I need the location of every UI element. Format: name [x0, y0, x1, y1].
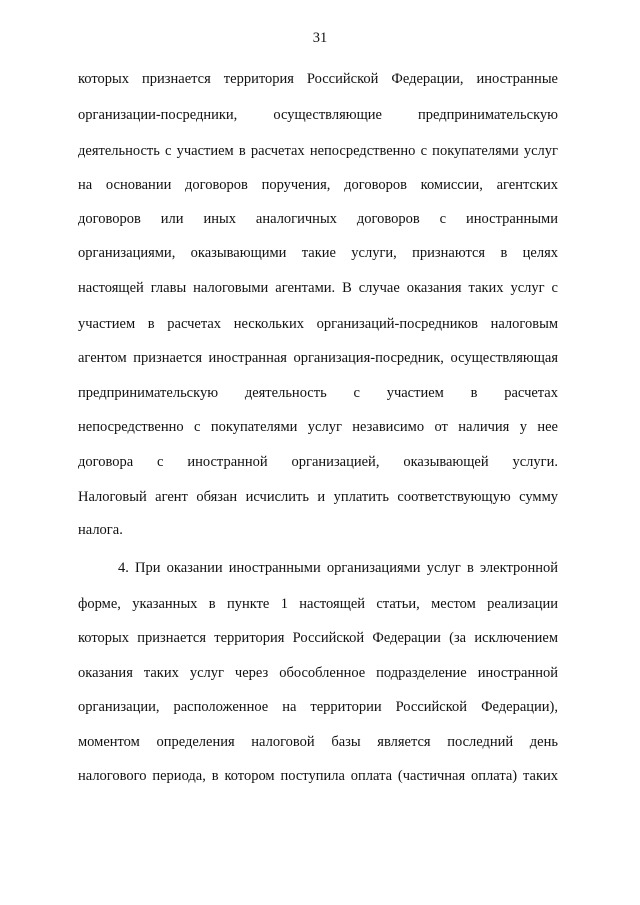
- text-line: организации-посредники, осуществляющие предпринимательскую: [78, 107, 558, 123]
- text-line: организации, расположенное на территории Российской Федерации),: [78, 699, 558, 715]
- text-line: 4. При оказании иностранными организациями услуг в электронной: [118, 560, 558, 576]
- text-line: на основании договоров поручения, договоров комиссии, агентских: [78, 177, 558, 193]
- text-line: предпринимательскую деятельность с участием в расчетах: [78, 385, 558, 401]
- text-line: форме, указанных в пункте 1 настоящей статьи, местом реализации: [78, 596, 558, 612]
- text-line: которых признается территория Российской Федерации, иностранные: [78, 71, 558, 87]
- text-line: налога.: [78, 522, 123, 538]
- text-line: агентом признается иностранная организация-посредник, осуществляющая: [78, 350, 558, 366]
- text-line: участием в расчетах нескольких организаций-посредников налоговым: [78, 316, 558, 332]
- page-number: 31: [312, 30, 328, 46]
- text-line: организациями, оказывающими такие услуги, признаются в целях: [78, 245, 558, 261]
- text-line: оказания таких услуг через обособленное подразделение иностранной: [78, 665, 558, 681]
- text-line: налогового периода, в котором поступила оплата (частичная оплата) таких: [78, 768, 558, 784]
- text-line: договоров или иных аналогичных договоров с иностранными: [78, 211, 558, 227]
- text-line: моментом определения налоговой базы является последний день: [78, 734, 558, 750]
- text-line: договора с иностранной организацией, оказывающей услуги.: [78, 454, 558, 470]
- text-line: непосредственно с покупателями услуг независимо от наличия у нее: [78, 419, 558, 435]
- text-line: настоящей главы налоговыми агентами. В случае оказания таких услуг с: [78, 280, 558, 296]
- text-line: Налоговый агент обязан исчислить и уплатить соответствующую сумму: [78, 489, 558, 505]
- text-line: которых признается территория Российской Федерации (за исключением: [78, 630, 558, 646]
- text-line: деятельность с участием в расчетах непосредственно с покупателями услуг: [78, 143, 558, 159]
